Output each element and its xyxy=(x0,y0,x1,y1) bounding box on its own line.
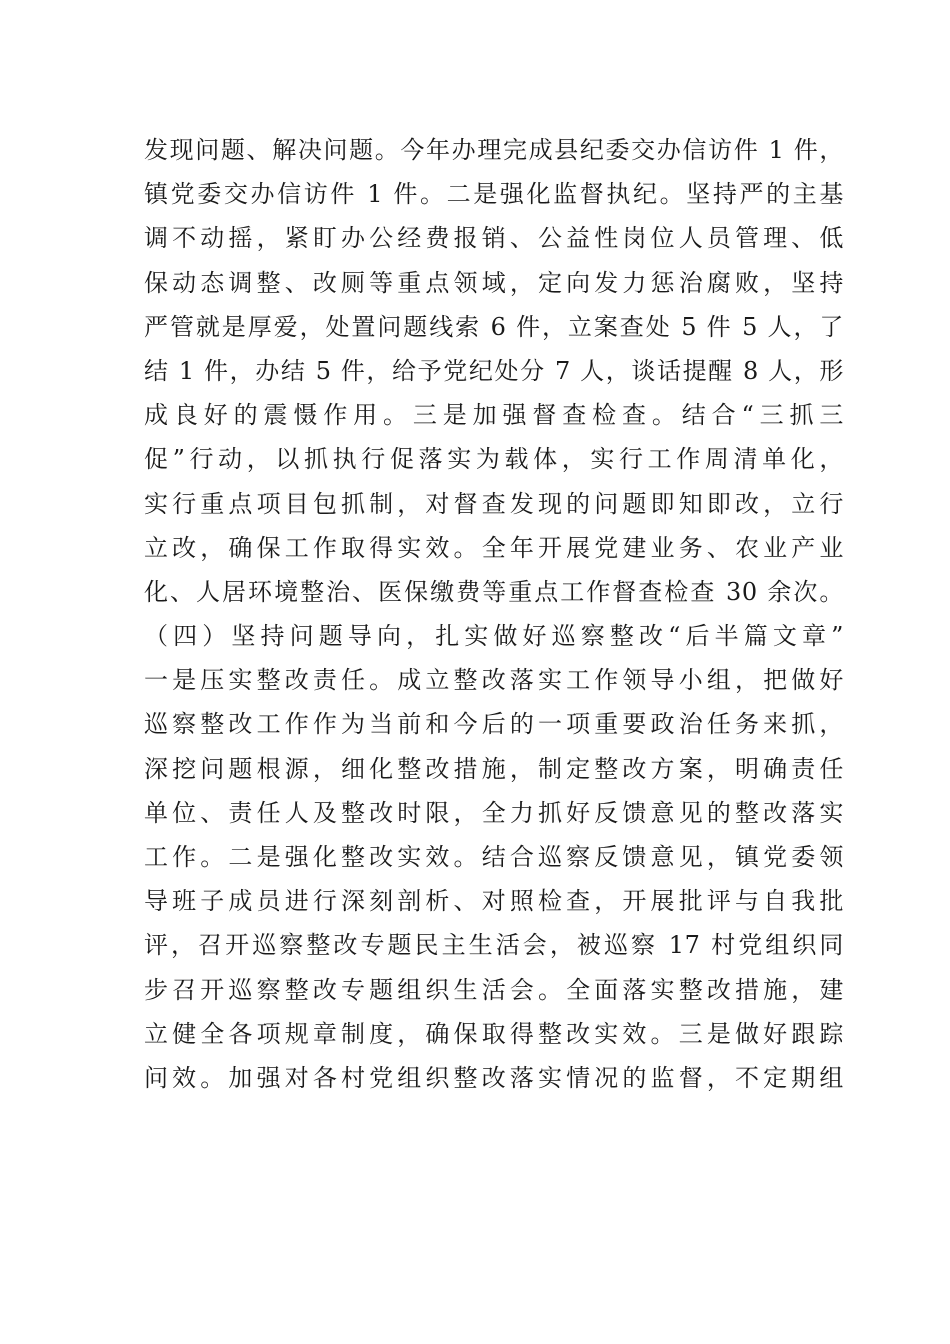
text-line: 步召开巡察整改专题组织生活会。全面落实整改措施，建 xyxy=(144,975,844,1004)
text-line: 工作。二是强化整改实效。结合巡察反馈意见，镇党委领 xyxy=(144,843,844,871)
text-line: 调不动摇，紧盯办公经费报销、公益性岗位人员管理、低 xyxy=(144,224,844,253)
section-heading: （四）坚持问题导向，扎实做好巡察整改“后半篇文章” xyxy=(144,622,844,651)
text-line: 发现问题、解决问题。今年办理完成县纪委交办信访件 1 件， xyxy=(144,136,844,164)
text-line: 立改，确保工作取得实效。全年开展党建业务、农业产业 xyxy=(144,533,844,562)
text-line: 严管就是厚爱，处置问题线索 6 件，立案查处 5 件 5 人，了 xyxy=(144,312,844,341)
text-line: 结 1 件，办结 5 件，给予党纪处分 7 人，谈话提醒 8 人，形 xyxy=(144,356,844,385)
text-line: 巡察整改工作作为当前和今后的一项重要政治任务来抓， xyxy=(144,710,844,739)
text-line: 导班子成员进行深刻剖析、对照检查，开展批评与自我批 xyxy=(144,887,844,916)
text-line: 化、人居环境整治、医保缴费等重点工作督查检查 30 余次。 xyxy=(144,577,844,606)
text-line: 深挖问题根源，细化整改措施，制定整改方案，明确责任 xyxy=(144,754,844,783)
text-line: 问效。加强对各村党组织整改落实情况的监督，不定期组 xyxy=(144,1063,844,1092)
text-line: 成良好的震慑作用。三是加强督查检查。结合“三抓三 xyxy=(144,401,844,430)
body-text xyxy=(144,128,844,1100)
text-line: 实行重点项目包抓制，对督查发现的问题即知即改，立行 xyxy=(144,489,844,518)
text-line: 单位、责任人及整改时限，全力抓好反馈意见的整改落实 xyxy=(144,798,844,827)
text-line: 镇党委交办信访件 1 件。二是强化监督执纪。坚持严的主基 xyxy=(144,180,844,209)
text-line: 一是压实整改责任。成立整改落实工作领导小组，把做好 xyxy=(144,666,844,695)
text-line: 促”行动，以抓执行促落实为载体，实行工作周清单化， xyxy=(144,445,844,474)
text-line: 评，召开巡察整改专题民主生活会，被巡察 17 村党组织同 xyxy=(144,931,844,960)
text-line: 保动态调整、改厕等重点领域，定向发力惩治腐败，坚持 xyxy=(144,268,844,297)
text-line: 立健全各项规章制度，确保取得整改实效。三是做好跟踪 xyxy=(144,1019,844,1048)
